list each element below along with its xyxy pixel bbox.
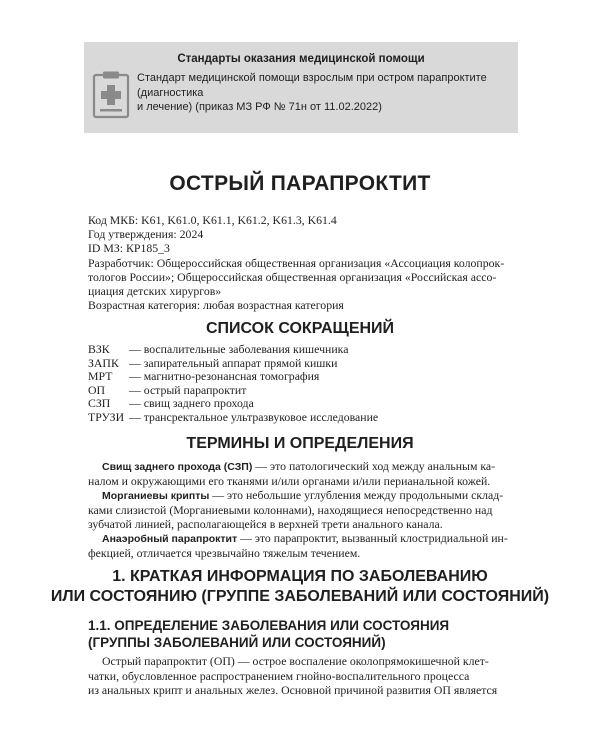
subsection-heading-line: 1.1. ОПРЕДЕЛЕНИЕ ЗАБОЛЕВАНИЯ ИЛИ СОСТОЯНИЯ [88,618,450,633]
meta-developer: тологов России»; Общероссийская общественная организация «Российская ассо- [88,269,497,284]
section-heading [0,567,600,607]
abbr-code: СЗП [88,396,111,411]
abbreviations-list [88,343,528,425]
term-line [88,459,514,474]
abbr-code: ТРУЗИ [88,409,125,424]
subsection-heading-line: (ГРУППЫ ЗАБОЛЕВАНИЙ ИЛИ СОСТОЯНИЙ) [88,635,386,650]
abbr-desc: — свищ заднего прохода [129,396,254,411]
abbreviations-heading: СПИСОК СОКРАЩЕНИЙ [205,320,395,337]
standard-box-title: Стандарты оказания медицинской помощи [177,53,425,65]
term-line: налом и окружающими его тканями и/или органами и/или перианальной кожей. [88,474,491,488]
body-paragraph [88,654,514,698]
standard-box-line: и лечение) (приказ МЗ РФ № 71н от 11.02.2022) [137,101,382,113]
abbr-code: ЗАПК [88,355,119,370]
term-text: — это патологический ход между анальным ка- [252,459,496,473]
abbr-desc: — острый парапроктит [129,382,247,397]
document-meta [88,213,528,312]
meta-year: Год утверждения: 2024 [88,227,204,242]
term-line [88,488,514,503]
clipboard-medical-icon [91,70,131,120]
list-item [88,384,528,398]
abbr-code: МРТ [88,369,113,384]
term-line [88,531,514,546]
abbr-desc: — запирательный аппарат прямой кишки [129,355,338,370]
list-item [88,343,528,357]
meta-id: ID МЗ: КР185_3 [88,241,170,256]
abbr-code: ВЗК [88,342,110,356]
body-line: чатки, обусловленное распространением гнойно-воспалительного процесса [88,668,470,683]
subsection-heading [88,617,528,651]
list-item [88,397,528,411]
section-heading-line: ИЛИ СОСТОЯНИЮ (ГРУППЕ ЗАБОЛЕВАНИЙ ИЛИ СОСТОЯНИЙ) [50,588,550,605]
term-name: Свищ заднего прохода (СЗП) [102,461,253,473]
list-item [88,370,528,384]
abbr-code: ОП [88,382,106,397]
term-line: ками слизистой (Морганиевыми колоннами), находящиеся непосредственно над [88,503,493,517]
page-title: ОСТРЫЙ ПАРАПРОКТИТ [169,172,431,195]
term-text: — это парапроктит, вызванный клостридиальной ин- [237,531,508,545]
standard-info-box [84,42,518,133]
body-line: из анальных крипт и анальных желез. Основной причиной развития ОП является [88,683,498,697]
list-item [88,411,528,425]
standard-box-text [137,71,509,115]
abbr-desc: — трансректальное ультразвуковое исследование [129,409,379,424]
term-line: фекцией, отличается чрезвычайно тяжелым течением. [88,546,361,560]
term-text: — это небольшие углубления между продольными склад- [209,488,504,502]
meta-mkb: Код МКБ: K61, K61.0, K61.1, K61.2, K61.3, K61.4 [88,213,337,227]
terms-heading: ТЕРМИНЫ И ОПРЕДЕЛЕНИЯ [186,435,414,452]
standard-box-line: Стандарт медицинской помощи взрослым при остром парапроктите (диагностика [137,72,487,99]
terms-definitions [88,459,514,560]
meta-developer: циация детских хирургов» [88,284,222,299]
list-item [88,357,528,371]
abbr-desc: — магнитно-резонансная томография [129,369,320,384]
body-line: Острый парапроктит (ОП) — острое воспаление околопрямокишечной клет- [102,654,489,668]
meta-age: Возрастная категория: любая возрастная категория [88,298,344,313]
meta-developer: Разработчик: Общероссийская общественная организация «Ассоциация колопрок- [88,255,505,270]
term-line: зубчатой линией, располагающейся в верхней трети анального канала. [88,517,443,531]
term-name: Морганиевы крипты [102,490,210,502]
abbr-desc: — воспалительные заболевания кишечника [129,342,349,356]
section-heading-line: 1. КРАТКАЯ ИНФОРМАЦИЯ ПО ЗАБОЛЕВАНИЮ [112,568,488,585]
term-name: Анаэробный парапроктит [102,533,238,545]
